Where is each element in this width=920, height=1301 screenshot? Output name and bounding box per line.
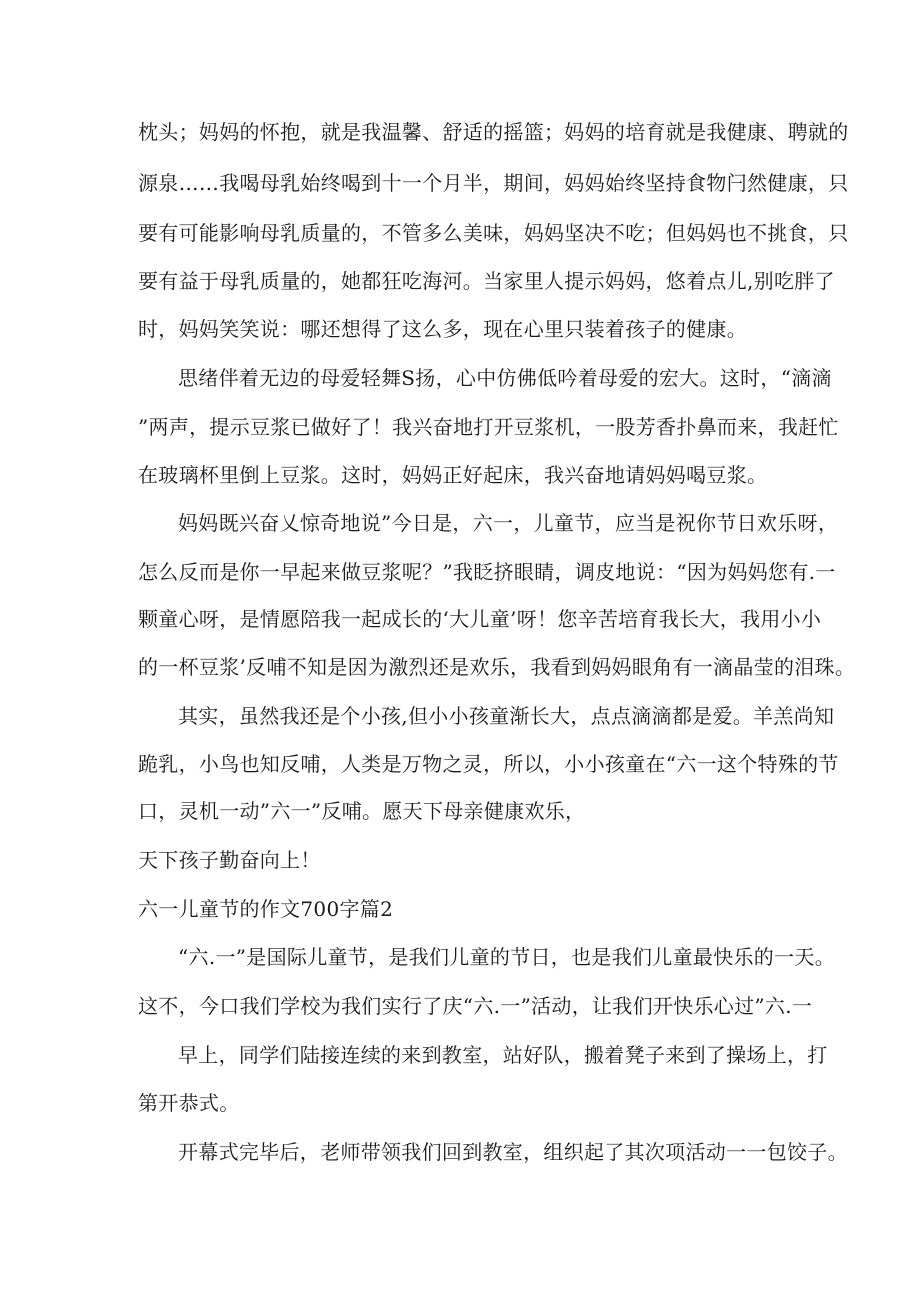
paragraph-line: 天下孩子勤奋向上！: [138, 848, 321, 872]
paragraph-line: 其实，虽然我还是个小孩,但小小孩童渐长大，点点滴滴都是爱。羊羔尚知: [178, 704, 835, 728]
paragraph-line: 跪乳，小鸟也知反哺，人类是万物之灵，所以，小小孩童在“六一这个特殊的节: [138, 752, 839, 776]
paragraph-line: 枕头；妈妈的怀抱，就是我温馨、舒适的摇篮；妈妈的培育就是我健康、聘就的: [138, 120, 849, 144]
paragraph-line: 要有可能影响母乳质量的，不管多么美味，妈妈坚决不吃；但妈妈也不挑食，只: [138, 221, 849, 245]
paragraph-line: 妈妈既兴奋乂惊奇地说”今日是，六一，儿童节，应当是祝你节日欢乐呀，: [178, 511, 839, 535]
paragraph-line: 源泉……我喝母乳始终喝到十一个月半，期间，妈妈始终坚持食物闩然健康，只: [138, 171, 849, 195]
paragraph-line: 思绪伴着无边的母爱轻舞S扬，心中仿佛低吟着母爱的宏大。这时，“滴滴: [178, 366, 832, 390]
paragraph-line: 这不，今口我们学校为我们实行了庆“六.一”活动，让我们开快乐心过”六.一: [138, 994, 813, 1018]
section-heading: 六一儿童节的作文700字篇2: [138, 897, 394, 921]
paragraph-line: ”两声，提示豆浆已做好了！我兴奋地打开豆浆机，一股芳香扑鼻而来，我赶忙: [138, 415, 839, 439]
paragraph-line: 怎么反而是你一早起来做豆浆呢？”我眨挤眼睛，调皮地说：“因为妈妈您有.一: [138, 560, 836, 584]
paragraph-line: 颗童心呀，是情愿陪我一起成长的‘大儿童’呀！您辛苦培育我长大，我用小小: [138, 607, 822, 631]
paragraph-line: 的一杯豆浆’反哺不知是因为激烈还是欢乐，我看到妈妈眼角有一滴晶莹的泪珠。: [138, 655, 856, 679]
paragraph-line: “六.一”是国际儿童节，是我们儿童的节日，也是我们儿童最快乐的一天。: [178, 945, 836, 969]
paragraph-line: 口，灵机一动”六一”反哺。愿天下母亲健康欢乐，: [138, 799, 586, 823]
paragraph-line: 早上，同学们陆接连续的来到教室，站好队，搬着凳子来到了操场上，打: [178, 1043, 828, 1067]
paragraph-line: 时，妈妈笑笑说：哪还想得了这么多，现在心里只装着孩子的健康。: [138, 317, 747, 341]
paragraph-line: 第开恭式。: [138, 1091, 240, 1115]
paragraph-line: 在玻璃杯里倒上豆浆。这时，妈妈正好起床，我兴奋地请妈妈喝豆浆。: [138, 463, 768, 487]
paragraph-line: 要有益于母乳质量的，她都狂吃海河。当家里人提示妈妈，悠着点儿,别吃胖了: [138, 269, 835, 293]
paragraph-line: 开幕式完毕后，老师带领我们回到教室，组织起了其次项活动一一包饺子。: [178, 1140, 848, 1164]
